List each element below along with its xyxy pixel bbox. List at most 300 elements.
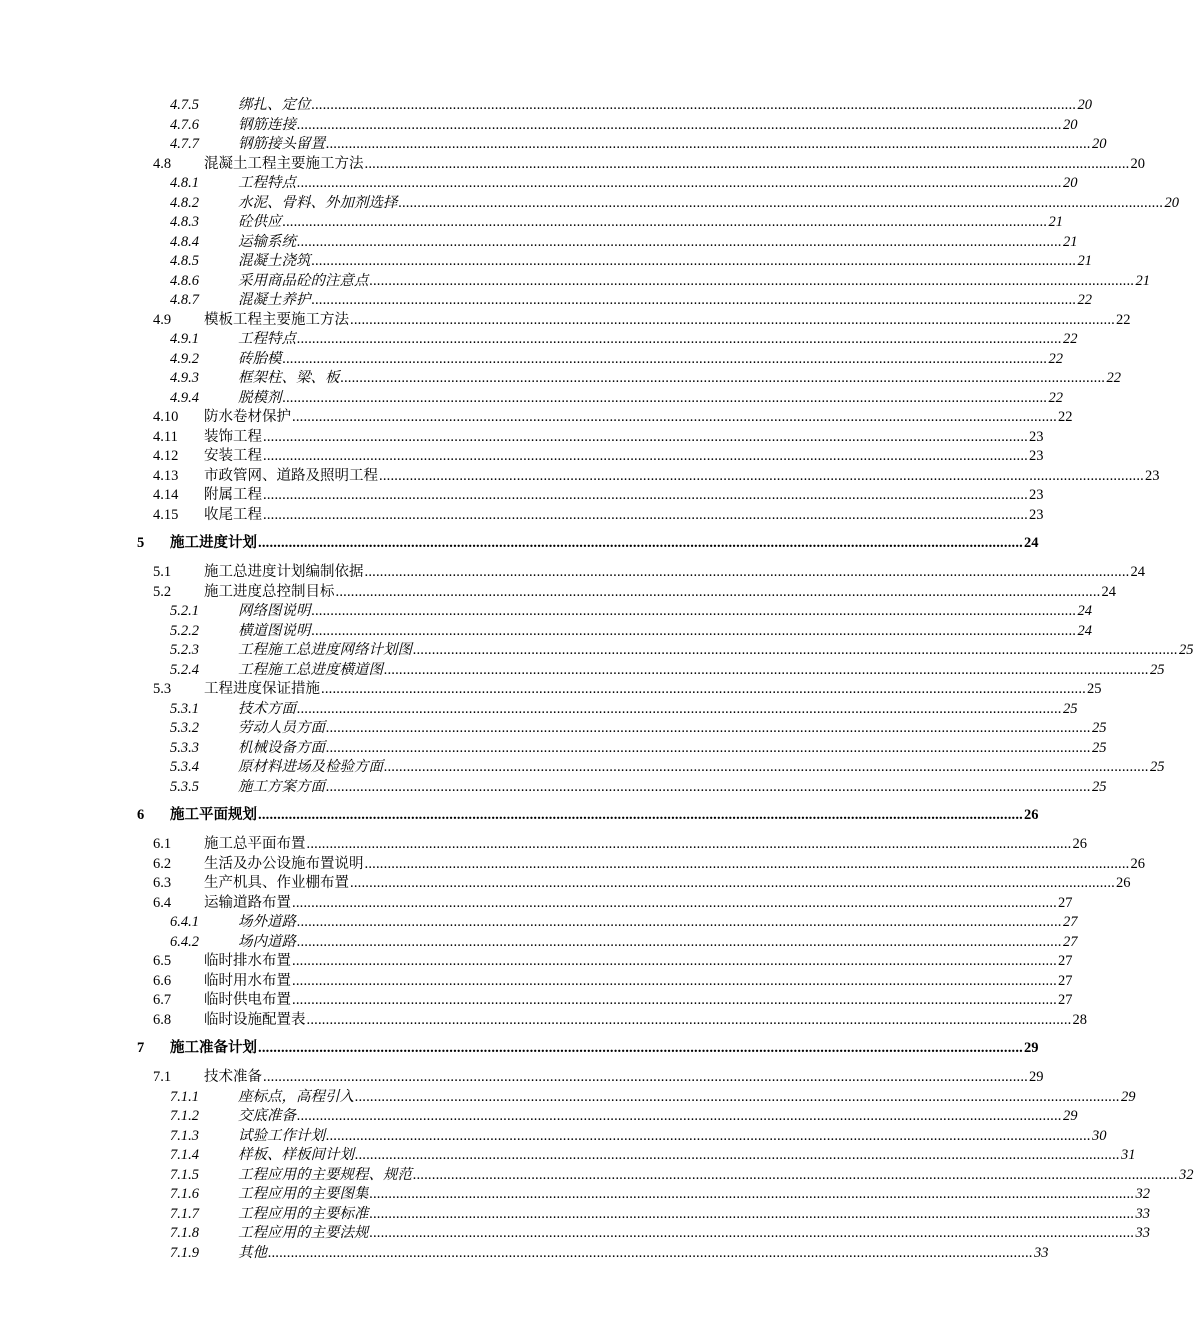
toc-entry-number: 4.12 <box>153 448 179 464</box>
toc-entry-line <box>170 534 1039 554</box>
toc-entry-title: 网络图说明 <box>238 603 311 619</box>
toc-entry-number: 4.7.7 <box>170 136 199 152</box>
toc-entry-line <box>238 1205 1150 1225</box>
toc-dot-leader: ........................................................................................................................................................................................................ <box>292 972 1057 989</box>
toc-entry-page: 27 <box>1058 953 1073 969</box>
toc-entry-title: 附属工程 <box>204 487 262 503</box>
toc-entry-title: 施工总进度计划编制依据 <box>204 564 364 580</box>
toc-entry-page: 23 <box>1145 467 1160 484</box>
toc-entry[interactable] <box>0 778 1107 798</box>
toc-entry-page: 24 <box>1077 622 1092 639</box>
toc-entry-number: 4.8 <box>153 155 172 172</box>
toc-entry[interactable] <box>0 1205 1150 1225</box>
toc-entry[interactable] <box>0 894 1073 914</box>
toc-entry-page: 28 <box>1072 1011 1087 1028</box>
toc-dot-leader: ........................................................................................................................................................................................................ <box>350 875 1115 891</box>
toc-entry[interactable] <box>0 1011 1087 1031</box>
toc-dot-leader: ........................................................................................................................................................................................................ <box>335 583 1101 600</box>
toc-entry-number: 4.8.4 <box>170 233 199 250</box>
toc-entry-page: 20 <box>1092 136 1107 152</box>
toc-entry[interactable] <box>0 739 1107 759</box>
toc-entry-title: 运输道路布置 <box>204 894 291 911</box>
toc-entry-title: 框架柱、梁、板 <box>238 370 340 386</box>
toc-entry[interactable] <box>0 700 1078 720</box>
toc-entry-line <box>238 602 1092 622</box>
toc-entry-title: 工程应用的主要图集 <box>238 1186 369 1202</box>
toc-entry-number: 7.1.6 <box>170 1186 199 1202</box>
toc-entry[interactable] <box>0 719 1107 739</box>
toc-dot-leader: ........................................................................................................................................................................................................ <box>384 661 1149 678</box>
toc-entry-number: 4.9.3 <box>170 370 199 386</box>
toc-entry-line <box>204 855 1145 875</box>
toc-entry-number: 7.1.2 <box>170 1108 199 1124</box>
toc-dot-leader: ........................................................................................................................................................................................................ <box>292 953 1057 969</box>
toc-entry-title: 技术方面 <box>238 700 296 717</box>
toc-entry-number: 5.2 <box>153 583 172 600</box>
toc-entry-page: 20 <box>1063 116 1078 133</box>
toc-entry-title: 交底准备 <box>238 1108 296 1124</box>
toc-entry-title: 市政管网、道路及照明工程 <box>204 467 378 484</box>
toc-entry-page: 22 <box>1048 350 1063 367</box>
toc-entry[interactable] <box>0 272 1150 292</box>
toc-entry-page: 22 <box>1077 292 1092 308</box>
toc-entry-number: 7.1 <box>153 1069 172 1085</box>
toc-entry[interactable] <box>0 952 1073 972</box>
toc-entry-line <box>170 1039 1039 1059</box>
toc-entry-title: 其他 <box>238 1244 267 1261</box>
toc-entry-page: 26 <box>1072 836 1087 852</box>
toc-entry-number: 6.5 <box>153 953 172 969</box>
toc-entry-title: 工程特点 <box>238 175 296 191</box>
toc-entry[interactable] <box>0 680 1102 700</box>
toc-entry-number: 4.8.7 <box>170 292 199 308</box>
toc-entry-number: 4.8.5 <box>170 253 199 269</box>
toc-entry[interactable] <box>0 602 1092 622</box>
toc-entry-number: 4.8.3 <box>170 214 199 230</box>
toc-entry-page: 32 <box>1135 1186 1150 1202</box>
toc-entry-page: 27 <box>1063 914 1078 930</box>
toc-dot-leader: ........................................................................................................................................................................................................ <box>297 331 1062 347</box>
toc-entry-number: 6.7 <box>153 992 172 1008</box>
toc-entry[interactable] <box>0 1039 1039 1059</box>
toc-entry-line <box>204 1011 1087 1031</box>
toc-dot-leader: ........................................................................................................................................................................................................ <box>379 467 1144 484</box>
toc-entry-line <box>238 135 1107 155</box>
toc-entry-title: 临时设施配置表 <box>204 1011 306 1028</box>
toc-entry-number: 6.2 <box>153 855 172 872</box>
toc-entry[interactable] <box>0 991 1073 1011</box>
toc-entry-number: 7.1.7 <box>170 1205 199 1222</box>
toc-entry-line <box>238 252 1092 272</box>
toc-entry-page: 27 <box>1063 933 1078 950</box>
toc-entry-page: 31 <box>1121 1147 1136 1163</box>
toc-entry-title: 工程应用的主要法规 <box>238 1225 369 1241</box>
toc-dot-leader: ........................................................................................................................................................................................................ <box>326 1127 1091 1144</box>
toc-entry-title: 机械设备方面 <box>238 739 325 756</box>
toc-entry-number: 7.1.3 <box>170 1127 199 1144</box>
toc-dot-leader: ........................................................................................................................................................................................................ <box>311 292 1077 308</box>
toc-entry-line <box>238 719 1107 739</box>
toc-entry-title: 装饰工程 <box>204 428 262 445</box>
toc-dot-leader: ........................................................................................................................................................................................................ <box>350 311 1115 328</box>
toc-entry-title: 绑扎、定位 <box>238 97 311 113</box>
toc-entry-title: 脱模剂 <box>238 389 282 406</box>
toc-entry-line <box>238 1088 1136 1108</box>
toc-dot-leader: ........................................................................................................................................................................................................ <box>306 836 1072 852</box>
toc-entry-number: 5.2.3 <box>170 642 199 658</box>
toc-entry-page: 33 <box>1034 1244 1049 1261</box>
toc-entry[interactable] <box>0 252 1092 272</box>
toc-entry[interactable] <box>0 835 1087 855</box>
toc-dot-leader: ........................................................................................................................................................................................................ <box>384 759 1149 775</box>
toc-entry-line <box>238 933 1078 953</box>
toc-entry-number: 7 <box>137 1040 145 1056</box>
toc-entry-number: 5.2.4 <box>170 661 199 678</box>
toc-dot-leader: ........................................................................................................................................................................................................ <box>306 1011 1072 1028</box>
toc-entry[interactable] <box>0 116 1078 136</box>
toc-entry-title: 混凝土养护 <box>238 292 311 308</box>
toc-entry-page: 22 <box>1058 409 1073 425</box>
toc-entry[interactable] <box>0 506 1044 526</box>
toc-entry-page: 25 <box>1092 720 1107 736</box>
toc-entry-number: 6.8 <box>153 1011 172 1028</box>
toc-entry-page: 25 <box>1179 642 1194 658</box>
toc-entry[interactable] <box>0 233 1078 253</box>
toc-entry-line <box>204 583 1116 603</box>
toc-entry-number: 5.3.3 <box>170 739 199 756</box>
toc-entry-title: 座标点，高程引入 <box>238 1088 354 1105</box>
toc-entry-page: 25 <box>1092 778 1107 795</box>
toc-entry-line <box>238 622 1092 642</box>
toc-entry[interactable] <box>0 428 1044 448</box>
toc-dot-leader: ........................................................................................................................................................................................................ <box>297 914 1062 930</box>
toc-entry-line <box>238 96 1092 116</box>
toc-entry[interactable] <box>0 155 1145 175</box>
toc-entry-title: 施工进度总控制目标 <box>204 583 335 600</box>
toc-entry[interactable] <box>0 174 1078 194</box>
toc-entry[interactable] <box>0 855 1145 875</box>
toc-entry-title: 临时排水布置 <box>204 953 291 969</box>
toc-entry-line <box>238 641 1194 661</box>
toc-entry-title: 工程特点 <box>238 331 296 347</box>
toc-entry[interactable] <box>0 661 1165 681</box>
toc-entry-number: 4.8.6 <box>170 272 199 289</box>
toc-dot-leader: ........................................................................................................................................................................................................ <box>413 1166 1178 1183</box>
toc-entry[interactable] <box>0 96 1092 116</box>
toc-dot-leader: ........................................................................................................................................................................................................ <box>297 700 1062 717</box>
toc-entry-number: 5 <box>137 535 145 551</box>
toc-entry-page: 24 <box>1024 535 1039 551</box>
toc-entry-page: 21 <box>1048 214 1063 230</box>
toc-entry-line <box>204 467 1160 487</box>
toc-entry-title: 砖胎模 <box>238 350 282 367</box>
toc-entry-number: 4.9.2 <box>170 350 199 367</box>
toc-entry-number: 6.1 <box>153 836 172 852</box>
toc-entry-title: 水泥、骨料、外加剂选择 <box>238 194 398 211</box>
toc-entry-line <box>238 174 1078 194</box>
toc-entry[interactable] <box>0 1185 1150 1205</box>
toc-entry-page: 21 <box>1063 233 1078 250</box>
toc-entry-page: 33 <box>1135 1225 1150 1241</box>
toc-entry-number: 5.2.2 <box>170 622 199 639</box>
toc-dot-leader: ........................................................................................................................................................................................................ <box>326 739 1091 756</box>
toc-entry-number: 6.4.1 <box>170 914 199 930</box>
toc-entry-page: 25 <box>1063 700 1078 717</box>
toc-entry-number: 7.1.9 <box>170 1244 199 1261</box>
toc-entry-line <box>238 213 1063 233</box>
toc-entry-number: 5.3 <box>153 681 172 697</box>
toc-entry-title: 工程进度保证措施 <box>204 681 320 697</box>
toc-dot-leader: ........................................................................................................................................................................................................ <box>258 1040 1023 1056</box>
toc-dot-leader: ........................................................................................................................................................................................................ <box>282 214 1048 230</box>
toc-entry[interactable] <box>0 583 1116 603</box>
toc-entry[interactable] <box>0 1088 1136 1108</box>
toc-entry-title: 钢筋连接 <box>238 116 296 133</box>
toc-entry-line <box>204 486 1044 506</box>
toc-dot-leader: ........................................................................................................................................................................................................ <box>321 681 1086 697</box>
toc-entry-line <box>238 1146 1136 1166</box>
toc-entry[interactable] <box>0 563 1145 583</box>
toc-dot-leader: ........................................................................................................................................................................................................ <box>398 194 1164 211</box>
toc-entry[interactable] <box>0 389 1063 409</box>
toc-entry[interactable] <box>0 311 1131 331</box>
toc-entry[interactable] <box>0 913 1078 933</box>
toc-dot-leader: ........................................................................................................................................................................................................ <box>282 350 1048 367</box>
toc-entry-number: 4.15 <box>153 506 179 523</box>
toc-entry-page: 26 <box>1024 807 1039 823</box>
toc-entry-page: 23 <box>1029 428 1044 445</box>
toc-entry-title: 运输系统 <box>238 233 296 250</box>
toc-entry-title: 收尾工程 <box>204 506 262 523</box>
toc-entry-title: 模板工程主要施工方法 <box>204 311 349 328</box>
toc-dot-leader: ........................................................................................................................................................................................................ <box>413 642 1178 658</box>
toc-entry-page: 29 <box>1121 1088 1136 1105</box>
toc-entry[interactable] <box>0 1166 1194 1186</box>
toc-dot-leader: ........................................................................................................................................................................................................ <box>297 233 1062 250</box>
toc-dot-leader: ........................................................................................................................................................................................................ <box>297 175 1062 191</box>
toc-dot-leader: ........................................................................................................................................................................................................ <box>268 1244 1033 1261</box>
toc-entry[interactable] <box>0 467 1160 487</box>
toc-entry-title: 安装工程 <box>204 448 262 464</box>
toc-dot-leader: ........................................................................................................................................................................................................ <box>292 992 1057 1008</box>
toc-entry-number: 5.3.5 <box>170 778 199 795</box>
toc-entry-line <box>238 1224 1150 1244</box>
toc-entry[interactable] <box>0 1244 1049 1264</box>
toc-entry-title: 场外道路 <box>238 914 296 930</box>
toc-entry[interactable] <box>0 1146 1136 1166</box>
toc-entry[interactable] <box>0 350 1063 370</box>
toc-entry-line <box>238 116 1078 136</box>
toc-entry-line <box>204 1068 1044 1088</box>
toc-dot-leader: ........................................................................................................................................................................................................ <box>369 1205 1135 1222</box>
toc-entry-line <box>238 369 1121 389</box>
toc-dot-leader: ........................................................................................................................................................................................................ <box>263 448 1028 464</box>
toc-entry-title: 工程应用的主要规程、规范 <box>238 1166 412 1183</box>
toc-entry-line <box>204 428 1044 448</box>
toc-entry-line <box>170 806 1039 826</box>
toc-dot-leader: ........................................................................................................................................................................................................ <box>282 389 1048 406</box>
toc-entry[interactable] <box>0 758 1165 778</box>
toc-dot-leader: ........................................................................................................................................................................................................ <box>369 1186 1135 1202</box>
toc-entry-page: 27 <box>1058 894 1073 911</box>
toc-entry-page: 20 <box>1077 97 1092 113</box>
toc-entry-page: 22 <box>1106 370 1121 386</box>
toc-entry-page: 25 <box>1087 681 1102 697</box>
toc-entry-title: 工程施工总进度横道图 <box>238 661 383 678</box>
toc-entry[interactable] <box>0 874 1131 894</box>
toc-entry-line <box>238 700 1078 720</box>
toc-dot-leader: ........................................................................................................................................................................................................ <box>263 428 1028 445</box>
toc-entry[interactable] <box>0 972 1073 992</box>
toc-entry-page: 26 <box>1116 875 1131 891</box>
toc-entry-page: 32 <box>1179 1166 1194 1183</box>
toc-entry-title: 施工方案方面 <box>238 778 325 795</box>
toc-dot-leader: ........................................................................................................................................................................................................ <box>311 253 1077 269</box>
toc-entry-number: 4.9.4 <box>170 389 199 406</box>
toc-entry-line <box>238 1107 1078 1127</box>
toc-entry-number: 6.6 <box>153 972 172 989</box>
toc-entry-page: 30 <box>1092 1127 1107 1144</box>
toc-entry[interactable] <box>0 369 1121 389</box>
toc-entry-line <box>238 913 1078 933</box>
toc-dot-leader: ........................................................................................................................................................................................................ <box>355 1147 1120 1163</box>
toc-entry-title: 施工总平面布置 <box>204 836 306 852</box>
toc-entry-line <box>238 1166 1194 1186</box>
toc-entry-page: 29 <box>1029 1069 1044 1085</box>
toc-dot-leader: ........................................................................................................................................................................................................ <box>263 487 1028 503</box>
toc-entry-number: 5.3.1 <box>170 700 199 717</box>
toc-dot-leader: ........................................................................................................................................................................................................ <box>326 136 1091 152</box>
toc-dot-leader: ........................................................................................................................................................................................................ <box>297 933 1062 950</box>
toc-entry-title: 技术准备 <box>204 1069 262 1085</box>
toc-entry[interactable] <box>0 1068 1044 1088</box>
toc-entry[interactable] <box>0 135 1107 155</box>
toc-entry[interactable] <box>0 447 1044 467</box>
toc-dot-leader: ........................................................................................................................................................................................................ <box>369 1225 1135 1241</box>
toc-entry-page: 26 <box>1130 855 1145 872</box>
toc-entry[interactable] <box>0 1224 1150 1244</box>
toc-entry[interactable] <box>0 408 1073 428</box>
toc-entry-page: 27 <box>1058 992 1073 1008</box>
toc-entry-title: 砼供应 <box>238 214 282 230</box>
toc-entry-number: 5.3.2 <box>170 720 199 736</box>
toc-entry-title: 生产机具、作业棚布置 <box>204 875 349 891</box>
toc-entry-line <box>238 1244 1049 1264</box>
toc-entry-page: 21 <box>1135 272 1150 289</box>
toc-dot-leader: ........................................................................................................................................................................................................ <box>364 564 1130 580</box>
toc-entry-title: 劳动人员方面 <box>238 720 325 736</box>
toc-entry-line <box>204 874 1131 894</box>
toc-entry-number: 6 <box>137 807 145 823</box>
toc-dot-leader: ........................................................................................................................................................................................................ <box>311 97 1077 113</box>
toc-entry[interactable] <box>0 1107 1078 1127</box>
toc-dot-leader: ........................................................................................................................................................................................................ <box>258 807 1023 823</box>
table-of-contents <box>0 96 1194 1263</box>
toc-entry-title: 施工进度计划 <box>170 535 257 551</box>
toc-entry-title: 施工准备计划 <box>170 1040 257 1056</box>
toc-entry[interactable] <box>0 534 1039 554</box>
toc-entry-number: 4.10 <box>153 409 179 425</box>
toc-entry-page: 22 <box>1116 311 1131 328</box>
toc-entry-page: 24 <box>1130 564 1145 580</box>
toc-entry-number: 4.7.5 <box>170 97 199 113</box>
toc-entry-title: 防水卷材保护 <box>204 409 291 425</box>
toc-entry-line <box>204 447 1044 467</box>
toc-entry-page: 21 <box>1077 253 1092 269</box>
toc-entry-title: 工程施工总进度网络计划图 <box>238 642 412 658</box>
toc-dot-leader: ........................................................................................................................................................................................................ <box>297 116 1062 133</box>
toc-entry[interactable] <box>0 194 1179 214</box>
toc-entry-number: 7.1.1 <box>170 1088 199 1105</box>
toc-entry-line <box>238 194 1179 214</box>
toc-dot-leader: ........................................................................................................................................................................................................ <box>258 535 1023 551</box>
toc-entry-line <box>238 1185 1150 1205</box>
toc-entry-line <box>238 330 1078 350</box>
toc-entry-number: 7.1.5 <box>170 1166 199 1183</box>
toc-dot-leader: ........................................................................................................................................................................................................ <box>364 855 1130 872</box>
toc-entry-page: 29 <box>1063 1108 1078 1124</box>
toc-entry-line <box>238 1127 1107 1147</box>
toc-entry-number: 5.3.4 <box>170 759 199 775</box>
toc-dot-leader: ........................................................................................................................................................................................................ <box>263 506 1028 523</box>
toc-entry-page: 25 <box>1092 739 1107 756</box>
toc-entry-line <box>204 952 1073 972</box>
toc-entry-page: 33 <box>1135 1205 1150 1222</box>
toc-entry-number: 4.7.6 <box>170 116 199 133</box>
toc-entry[interactable] <box>0 622 1092 642</box>
toc-entry-number: 7.1.8 <box>170 1225 199 1241</box>
toc-entry-number: 6.3 <box>153 875 172 891</box>
toc-entry[interactable] <box>0 641 1194 661</box>
toc-entry-line <box>204 506 1044 526</box>
toc-entry-title: 原材料进场及检验方面 <box>238 759 383 775</box>
toc-entry[interactable] <box>0 291 1092 311</box>
toc-dot-leader: ........................................................................................................................................................................................................ <box>364 155 1130 172</box>
toc-entry[interactable] <box>0 486 1044 506</box>
toc-entry-line <box>238 739 1107 759</box>
toc-dot-leader: ........................................................................................................................................................................................................ <box>326 720 1091 736</box>
toc-entry-page: 25 <box>1150 661 1165 678</box>
toc-entry-line <box>238 778 1107 798</box>
toc-entry[interactable] <box>0 330 1078 350</box>
toc-entry-number: 4.11 <box>153 428 178 445</box>
toc-entry[interactable] <box>0 806 1039 826</box>
toc-entry[interactable] <box>0 213 1063 233</box>
toc-entry[interactable] <box>0 1127 1107 1147</box>
toc-entry-title: 临时用水布置 <box>204 972 291 989</box>
toc-entry-number: 4.8.2 <box>170 194 199 211</box>
toc-entry-title: 采用商品砼的注意点 <box>238 272 369 289</box>
toc-dot-leader: ........................................................................................................................................................................................................ <box>340 370 1106 386</box>
toc-entry-page: 23 <box>1029 506 1044 523</box>
toc-entry-page: 20 <box>1063 175 1078 191</box>
toc-entry-page: 24 <box>1101 583 1116 600</box>
toc-entry-line <box>238 389 1063 409</box>
toc-entry-line <box>204 972 1073 992</box>
toc-entry-page: 23 <box>1029 487 1044 503</box>
toc-dot-leader: ........................................................................................................................................................................................................ <box>355 1088 1120 1105</box>
toc-entry-page: 25 <box>1150 759 1165 775</box>
toc-entry[interactable] <box>0 933 1078 953</box>
toc-entry-line <box>204 563 1145 583</box>
toc-entry-line <box>204 408 1073 428</box>
toc-entry-line <box>204 991 1073 1011</box>
toc-entry-title: 试验工作计划 <box>238 1127 325 1144</box>
toc-entry-title: 混凝土浇筑 <box>238 253 311 269</box>
toc-entry-number: 6.4.2 <box>170 933 199 950</box>
toc-entry-page: 23 <box>1029 448 1044 464</box>
toc-entry-number: 4.14 <box>153 487 179 503</box>
